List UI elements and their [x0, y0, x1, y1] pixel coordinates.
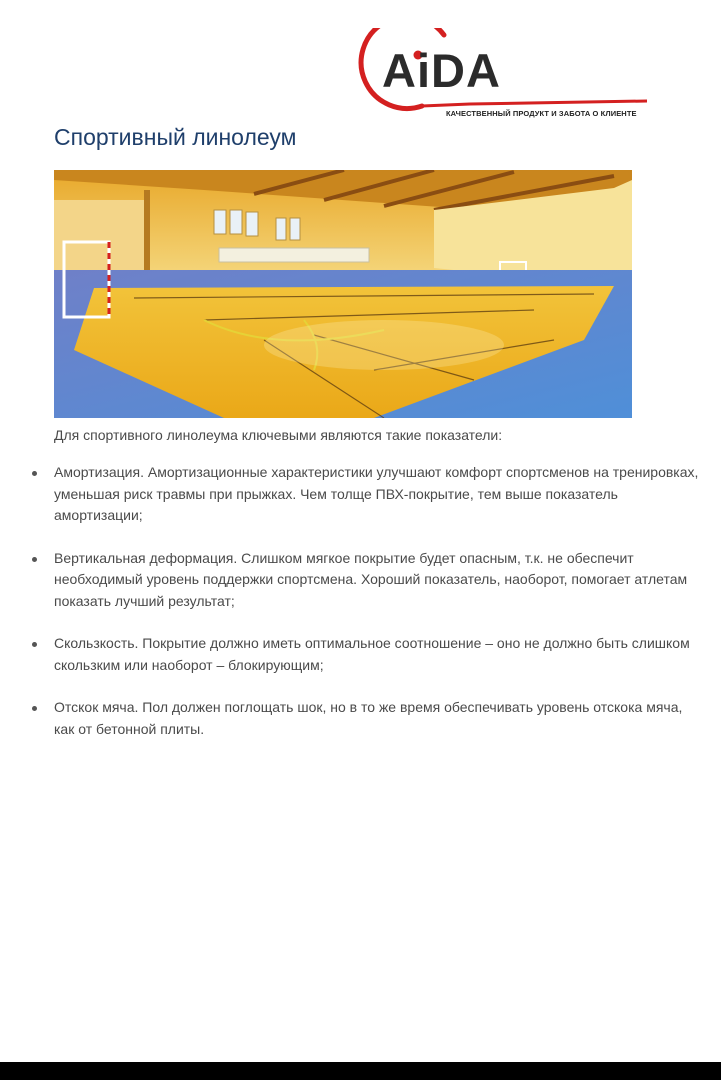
- bullet-dot-icon: [32, 642, 37, 647]
- intro-text: Для спортивного линолеума ключевыми являются такие показатели:: [54, 427, 503, 443]
- list-item-text: Скользкость. Покрытие должно иметь оптимальное соотношение – оно не должно быть слишком скользким или наоборот – блокирующим;: [54, 635, 690, 673]
- list-item: [0, 462, 700, 527]
- logo-tagline: КАЧЕСТВЕННЫЙ ПРОДУКТ И ЗАБОТА О КЛИЕНТЕ: [446, 109, 637, 118]
- gym-photo: [54, 170, 632, 418]
- list-item-text: Отскок мяча. Пол должен поглощать шок, но в то же время обеспечивать уровень отскока мяча, как от бетонной плиты.: [54, 699, 683, 737]
- list-item: [0, 548, 700, 613]
- bullet-dot-icon: [32, 471, 37, 476]
- brand-logo: [352, 28, 652, 122]
- bullet-dot-icon: [32, 557, 37, 562]
- bottom-bar: [0, 1062, 721, 1080]
- list-item: [0, 633, 700, 676]
- list-item-text: Вертикальная деформация. Слишком мягкое покрытие будет опасным, т.к. не обеспечит необходимый уровень поддержки спортсмена. Хороший показатель, наоборот, помогает атлетам показать лучший результат;: [54, 549, 688, 609]
- bullet-dot-icon: [32, 706, 37, 711]
- indicator-list: [0, 462, 721, 761]
- list-item-text: Амортизация. Амортизационные характеристики улучшают комфорт спортсменов на тренировках, уменьшая риск травмы при прыжках. Чем толще ПВХ-покрытие, тем выше показатель амортизации;: [54, 464, 699, 523]
- logo-wordmark: AiDA: [382, 44, 501, 97]
- page-title: Спортивный линолеум: [54, 124, 297, 150]
- list-item: [0, 697, 700, 740]
